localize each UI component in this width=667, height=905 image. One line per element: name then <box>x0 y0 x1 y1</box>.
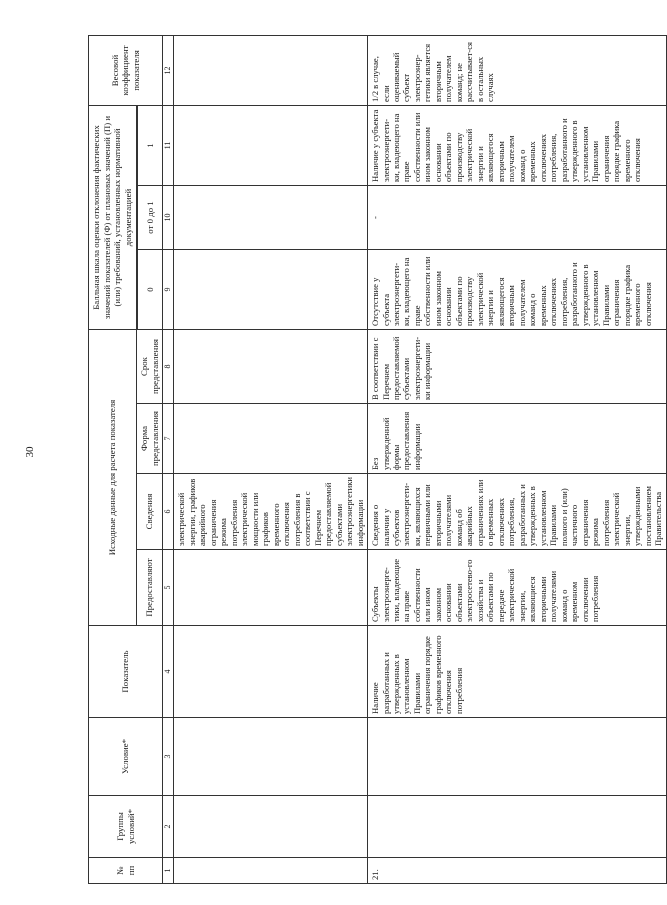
column-number: 10 <box>163 186 174 250</box>
cell-num: 21. <box>368 858 667 884</box>
column-number: 1 <box>163 858 174 884</box>
rotated-table-container <box>88 36 664 884</box>
column-number: 2 <box>163 796 174 858</box>
header-form: Форма представления <box>136 404 162 474</box>
header-deadline: Срок представления <box>136 330 162 404</box>
cell-empty <box>174 626 368 718</box>
header-group: Группы условий* <box>89 796 163 858</box>
page-number: 30 <box>24 446 36 458</box>
header-indicator: Показатель <box>89 626 163 718</box>
cell-group <box>368 796 667 858</box>
header-info: Сведения <box>136 474 162 550</box>
cell-empty <box>174 404 368 474</box>
cell-info-continued: электрической энергии, графиков аварийного ограничения режима потребления электрической мощности или графиков временного отключения потребления в соответствии с Перечнем предоставляемой субъектами электроэнергетики информации <box>174 474 368 550</box>
cell-empty <box>174 105 368 185</box>
header-num: № пп <box>89 858 163 884</box>
cell-form: Без утвержденной формы предоставления информации <box>368 404 667 474</box>
cell-condition <box>368 718 667 796</box>
header-scale: Балльная шкала оценки отклонения фактических значений показателей (Ф) от плановых значений (П) и (или) требований, установленных нормативной документацией <box>89 105 137 329</box>
header-value-1: 1 <box>137 105 162 185</box>
column-number: 9 <box>163 250 174 330</box>
cell-value-1: Наличие у субъекта электроэнергети-ки, владеющего на праве собственности или ином законном основании объектами по производству электрической энергии и являющегося вторичным получателем команд о временных отключениях потребления, разработанного и утвержденного в установленном Правилами ограничения порядке графика временного отключения <box>368 105 667 185</box>
cell-weight: 1/2 в случае, если оцениваемый субъект электроэнер-гетики является вторичным получателем команд; не рассчитывает-ся в остальных случаях <box>368 35 667 105</box>
header-weight: Весовой коэффициент показателя <box>89 35 163 105</box>
cell-empty <box>174 330 368 404</box>
cell-empty <box>174 796 368 858</box>
cell-empty <box>174 250 368 330</box>
table-row <box>368 35 667 883</box>
cell-empty <box>174 858 368 884</box>
column-number-row <box>163 35 174 883</box>
cell-indicator: Наличие разработанных и утвержденных в установленном Правилами ограничения порядке графиков временного отключения потребления <box>368 626 667 718</box>
continuation-row <box>174 35 368 883</box>
column-number: 12 <box>163 35 174 105</box>
column-number: 4 <box>163 626 174 718</box>
cell-providers: Субъекты электроэнерге-тики, владеющие на праве собственности или ином законном основании объектами электросетево-го хозяйства и объектами по передаче электрической энергии, являющиеся вторичными получателями команд о временном отключении потребления <box>368 550 667 626</box>
cell-deadline: В соответствии с Перечнем предоставляемой субъектами электроэнергети-ки информации <box>368 330 667 404</box>
column-number: 11 <box>163 105 174 185</box>
cell-empty <box>174 718 368 796</box>
cell-info: Сведения о наличии у субъектов электроэнергети-ки, являющихся первичными или вторичными получателями команд об аварийных ограничениях или о временных отключениях потребления, разработанных и утвержденных в установленном Правилами полного и (или) частичного ограничения режима потребления электрической энергии, утвержденными постановлением Правительства <box>368 474 667 550</box>
column-number: 7 <box>163 404 174 474</box>
column-number: 5 <box>163 550 174 626</box>
cell-empty <box>174 550 368 626</box>
cell-empty <box>174 35 368 105</box>
indicator-table <box>88 35 667 884</box>
column-number: 3 <box>163 718 174 796</box>
column-number: 6 <box>163 474 174 550</box>
header-source-data: Исходные данные для расчета показателя <box>89 330 137 626</box>
cell-value-0-to-1: - <box>368 186 667 250</box>
header-value-0: 0 <box>137 250 162 330</box>
cell-value-0: Отсутствие у субъекта электроэнергети-ки, владеющего на праве собственности или ином законном основании объектами по производству электрической энергии и являющегося вторичным получателем команд о временных отключениях потребления, разработанного и утвержденного в установленном Правилами ограничения порядке графика временного отключения <box>368 250 667 330</box>
header-value-0-to-1: от 0 до 1 <box>137 186 162 250</box>
header-providers: Предоставляют <box>136 550 162 626</box>
column-number: 8 <box>163 330 174 404</box>
cell-empty <box>174 186 368 250</box>
header-condition: Условие* <box>89 718 163 796</box>
